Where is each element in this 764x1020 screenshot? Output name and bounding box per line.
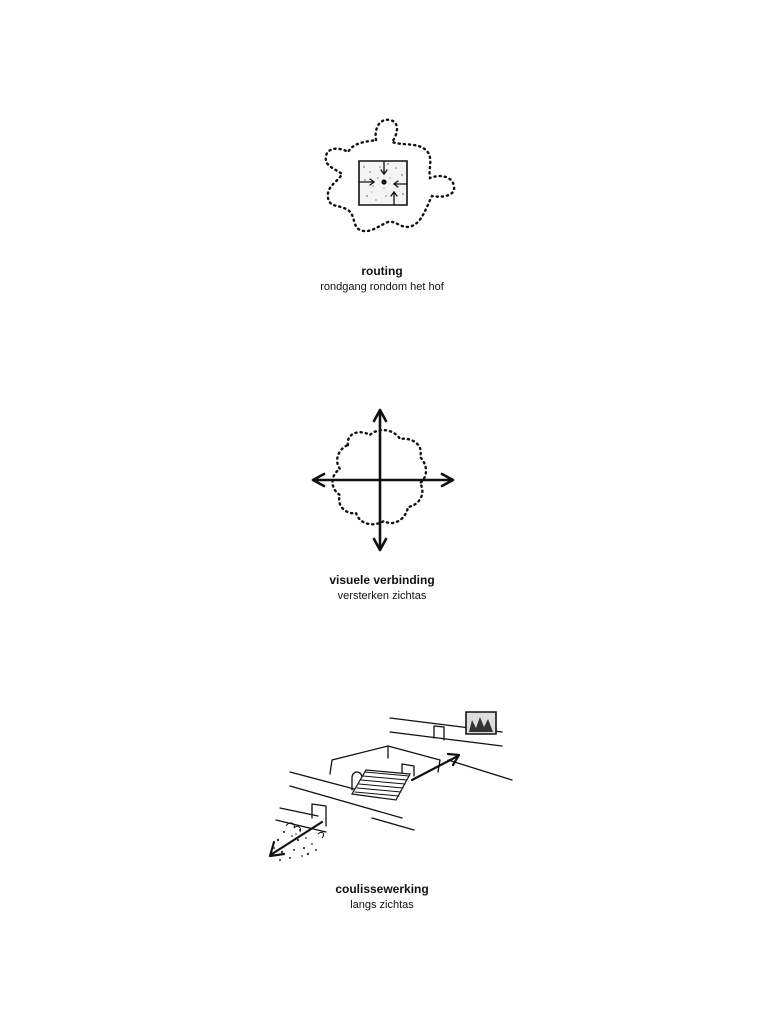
coulisse-title: coulissewerking <box>335 882 429 896</box>
coulisse-sketch <box>262 708 522 868</box>
routing-panel <box>0 0 764 320</box>
middle-wall-far <box>448 760 512 780</box>
coulisse-caption <box>0 881 764 913</box>
visual-connection-title: visuele verbinding <box>329 573 435 587</box>
visual-connection-subtitle: versterken zichtas <box>337 590 427 602</box>
visual-connection-sketch <box>308 405 458 555</box>
routing-title: routing <box>361 264 403 278</box>
speckled-ground <box>273 829 317 861</box>
courtyard-centre-dot <box>381 179 386 184</box>
ground-squiggle <box>286 823 301 832</box>
visual-connection-panel <box>0 320 764 620</box>
sightline-cross <box>313 410 453 550</box>
routing-caption <box>0 263 764 295</box>
routing-subtitle: rondgang rondom het hof <box>320 281 444 293</box>
visual-connection-caption <box>0 572 764 604</box>
coulisse-subtitle: langs zichtas <box>350 899 414 911</box>
routing-sketch <box>318 112 458 242</box>
ground-squiggle <box>318 832 324 838</box>
middle-wall-top <box>290 772 358 790</box>
coulisse-panel <box>0 620 764 1020</box>
courtyard-box <box>330 746 440 774</box>
